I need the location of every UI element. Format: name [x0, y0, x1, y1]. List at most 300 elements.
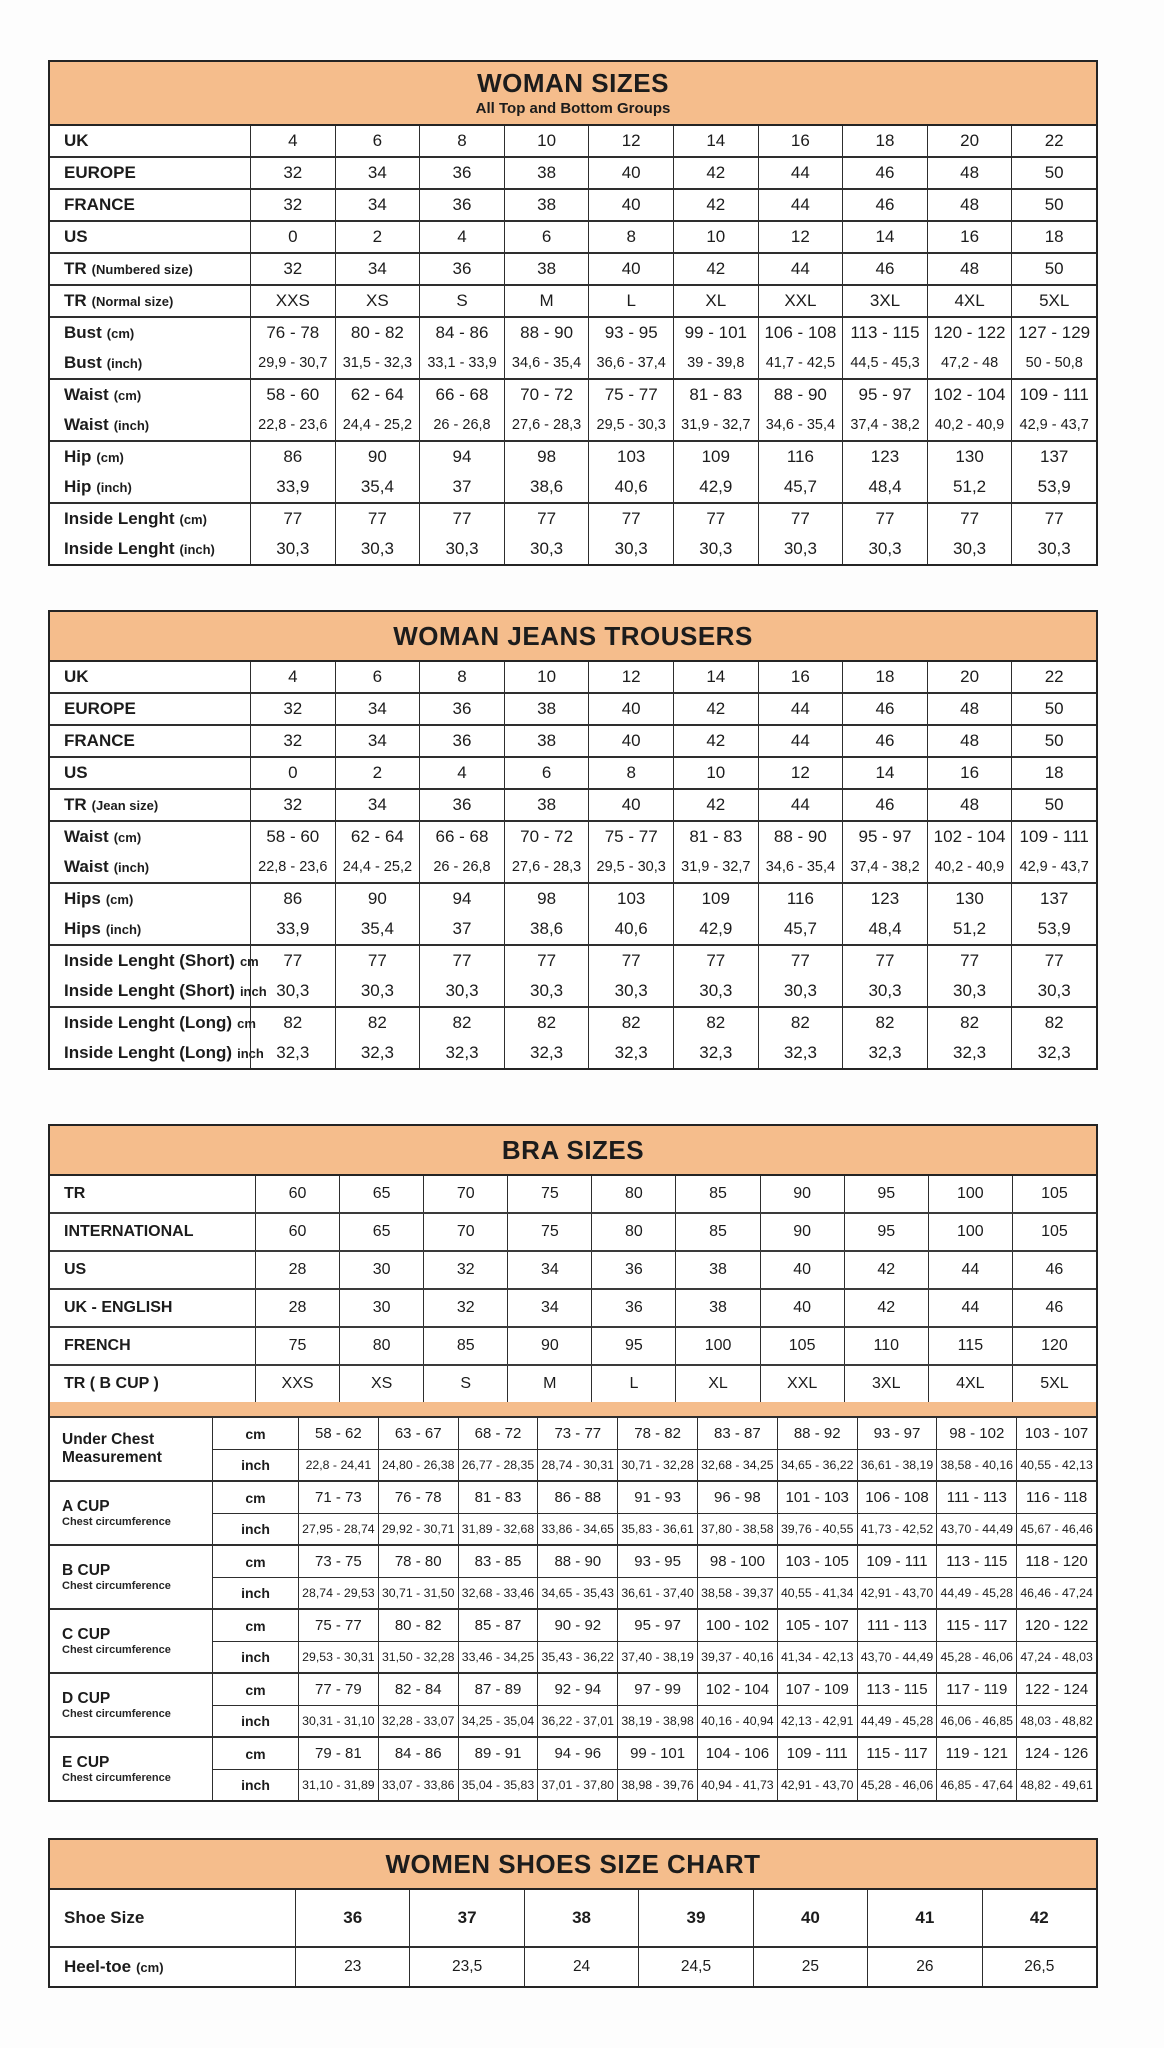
size-value-cell: 32: [250, 790, 335, 820]
size-value-cell: 109 - 111: [1011, 380, 1096, 410]
table-row: [50, 946, 1096, 976]
row-label-text: FRANCE: [64, 195, 135, 214]
row-label-text: TR: [64, 795, 87, 814]
size-value-cell: 105: [760, 1328, 844, 1364]
size-value-cell: 40,2 - 40,9: [927, 410, 1012, 440]
bra-inch-value-cell: 41,34 - 42,13: [777, 1641, 857, 1672]
size-value-cell: 40: [588, 254, 673, 284]
size-value-cell: 26 - 26,8: [419, 852, 504, 882]
size-value-cell: 29,5 - 30,3: [588, 410, 673, 440]
size-value-cell: 94: [419, 884, 504, 914]
size-value-cell: 39: [638, 1890, 752, 1946]
size-value-cell: 41,7 - 42,5: [758, 348, 843, 378]
size-value-cell: 90: [760, 1176, 844, 1212]
size-value-cell: 36: [419, 254, 504, 284]
size-value-cell: 82: [927, 1008, 1012, 1038]
table-row: [50, 662, 1096, 692]
size-value-cell: 36: [419, 790, 504, 820]
size-value-cell: 85: [675, 1176, 759, 1212]
size-value-cell: 93 - 95: [588, 318, 673, 348]
size-value-cell: 102 - 104: [927, 822, 1012, 852]
row-label: [50, 534, 250, 564]
size-value-cell: 109: [673, 442, 758, 472]
table-row: [50, 1890, 1096, 1946]
bra-inch-value-cell: 48,03 - 48,82: [1016, 1705, 1096, 1736]
size-value-cell: 77: [673, 504, 758, 534]
size-value-cell: 44: [928, 1290, 1012, 1326]
table-row: [50, 822, 1096, 852]
size-value-cell: 30,3: [250, 976, 335, 1006]
size-value-cell: XXS: [250, 286, 335, 316]
size-value-cell: 99 - 101: [673, 318, 758, 348]
size-value-cell: 38: [504, 254, 589, 284]
bra-inch-value-cell: 36,22 - 37,01: [537, 1705, 617, 1736]
bra-cm-value-cell: 97 - 99: [617, 1674, 697, 1705]
row-label: [50, 1890, 295, 1946]
table-row: [50, 380, 1096, 410]
row-label: [50, 254, 250, 284]
bra-inch-value-cell: 33,07 - 33,86: [378, 1769, 458, 1800]
size-value-cell: 32: [423, 1252, 507, 1288]
size-value-cell: 34,6 - 35,4: [758, 410, 843, 440]
size-value-cell: 8: [419, 662, 504, 692]
row-label: [50, 884, 250, 914]
size-value-cell: 37: [419, 914, 504, 944]
size-value-cell: 30,3: [250, 534, 335, 564]
row-label-note: (inch): [179, 541, 215, 557]
row-label: [50, 1008, 256, 1038]
size-value-cell: 45,7: [758, 914, 843, 944]
size-value-cell: 32,3: [419, 1038, 504, 1068]
size-value-cell: 77: [673, 946, 758, 976]
table-row: [50, 790, 1096, 820]
size-value-cell: 110: [844, 1328, 928, 1364]
row-label-text: Hips: [64, 919, 101, 938]
table-row: [50, 1948, 1096, 1986]
size-value-cell: 26: [867, 1948, 981, 1986]
woman-jeans-body: [50, 662, 1096, 1068]
bra-cm-value-cell: 63 - 67: [378, 1418, 458, 1449]
size-value-cell: 42,9: [673, 914, 758, 944]
row-label-text: Inside Lenght: [64, 539, 175, 558]
size-value-cell: 32: [250, 254, 335, 284]
size-value-cell: XXL: [758, 286, 843, 316]
row-label: [50, 662, 250, 692]
size-value-cell: 30,3: [673, 534, 758, 564]
unit-inch-cell: inch: [212, 1769, 298, 1800]
size-value-cell: 6: [335, 126, 420, 156]
size-value-cell: 30,3: [335, 534, 420, 564]
size-value-cell: XXS: [255, 1366, 339, 1402]
row-group: [50, 190, 1096, 222]
size-value-cell: 32,3: [335, 1038, 420, 1068]
bra-inch-value-cell: 33,46 - 34,25: [458, 1641, 538, 1672]
size-value-cell: 44: [758, 790, 843, 820]
row-label-text: Inside Lenght: [64, 509, 175, 528]
size-value-cell: 42: [844, 1290, 928, 1326]
bra-divider-band: [50, 1402, 1096, 1418]
size-value-cell: 106 - 108: [758, 318, 843, 348]
cup-sublabel: Chest circumference: [62, 1708, 171, 1721]
size-value-cell: 77: [335, 504, 420, 534]
size-value-cell: 6: [335, 662, 420, 692]
size-value-cell: 76 - 78: [250, 318, 335, 348]
size-value-cell: 47,2 - 48: [927, 348, 1012, 378]
row-label: [50, 914, 250, 944]
size-value-cell: 48,4: [842, 914, 927, 944]
size-value-cell: 36: [591, 1290, 675, 1326]
size-value-cell: 137: [1011, 884, 1096, 914]
size-value-cell: 50: [1011, 190, 1096, 220]
size-value-cell: 32: [250, 158, 335, 188]
size-value-cell: 77: [842, 504, 927, 534]
bra-inch-value-cell: 47,24 - 48,03: [1016, 1641, 1096, 1672]
size-value-cell: 44: [758, 190, 843, 220]
size-value-cell: 66 - 68: [419, 380, 504, 410]
bra-inch-value-cell: 35,83 - 36,61: [617, 1513, 697, 1544]
table-row: [50, 1176, 1096, 1212]
bra-inch-value-cell: 45,28 - 46,06: [936, 1641, 1016, 1672]
row-label-note: (inch): [113, 859, 150, 875]
bra-cm-value-cell: 76 - 78: [378, 1482, 458, 1513]
size-value-cell: 77: [335, 946, 420, 976]
size-value-cell: 30,3: [927, 534, 1012, 564]
size-value-cell: XXL: [760, 1366, 844, 1402]
size-value-cell: 36: [419, 190, 504, 220]
row-label-text: EUROPE: [64, 163, 136, 182]
cup-row-group: [50, 1482, 1096, 1546]
row-group: [50, 222, 1096, 254]
row-label-note: cm: [239, 953, 259, 969]
size-value-cell: 40: [588, 790, 673, 820]
bra-inch-value-cell: 43,70 - 44,49: [936, 1513, 1016, 1544]
bra-inch-value-cell: 31,89 - 32,68: [458, 1513, 538, 1544]
cup-name: B CUP: [62, 1561, 111, 1579]
size-value-cell: 109: [673, 884, 758, 914]
unit-cm-cell: cm: [212, 1738, 298, 1769]
size-value-cell: 82: [673, 1008, 758, 1038]
size-value-cell: 103: [588, 442, 673, 472]
size-value-cell: 38: [504, 190, 589, 220]
size-value-cell: 90: [760, 1214, 844, 1250]
size-value-cell: 95: [591, 1328, 675, 1364]
size-value-cell: 38: [504, 726, 589, 756]
size-value-cell: 4: [250, 662, 335, 692]
size-value-cell: 77: [588, 504, 673, 534]
size-value-cell: 34: [507, 1252, 591, 1288]
size-value-cell: 34,6 - 35,4: [504, 348, 589, 378]
size-value-cell: 77: [419, 946, 504, 976]
bra-inch-value-cell: 31,10 - 31,89: [298, 1769, 378, 1800]
bra-cm-value-cell: 106 - 108: [857, 1482, 937, 1513]
bra-cm-value-cell: 77 - 79: [298, 1674, 378, 1705]
size-value-cell: 45,7: [758, 472, 843, 502]
size-value-cell: 120 - 122: [927, 318, 1012, 348]
women-shoes-title-bar: [50, 1840, 1096, 1890]
size-value-cell: 32: [250, 726, 335, 756]
bra-inch-value-cell: 46,46 - 47,24: [1016, 1577, 1096, 1608]
size-value-cell: 48: [927, 694, 1012, 724]
cup-row-group: [50, 1674, 1096, 1738]
size-value-cell: 32,3: [588, 1038, 673, 1068]
size-value-cell: 37: [419, 472, 504, 502]
row-label: [50, 1038, 264, 1068]
size-value-cell: 3XL: [842, 286, 927, 316]
table-title: BRA SIZES: [501, 1134, 645, 1165]
size-value-cell: 31,9 - 32,7: [673, 410, 758, 440]
bra-cm-value-cell: 109 - 111: [857, 1546, 937, 1577]
bra-cm-value-cell: 111 - 113: [936, 1482, 1016, 1513]
bra-inch-value-cell: 45,28 - 46,06: [857, 1769, 937, 1800]
size-value-cell: 70: [423, 1176, 507, 1212]
size-value-cell: 34: [335, 190, 420, 220]
row-label: [50, 472, 250, 502]
bra-inch-value-cell: 37,40 - 38,19: [617, 1641, 697, 1672]
row-group: [50, 1948, 1096, 1986]
row-group: [50, 884, 1096, 946]
bra-cm-value-cell: 80 - 82: [378, 1610, 458, 1641]
bra-cm-value-cell: 85 - 87: [458, 1610, 538, 1641]
size-value-cell: 10: [673, 222, 758, 252]
row-label: [50, 976, 267, 1006]
size-value-cell: 4: [419, 758, 504, 788]
size-value-cell: 23,5: [409, 1948, 523, 1986]
size-value-cell: 5XL: [1012, 1366, 1096, 1402]
women-shoes-body: [50, 1890, 1096, 1986]
size-value-cell: 42,9 - 43,7: [1011, 410, 1096, 440]
row-label: [50, 1214, 255, 1250]
bra-inch-value-cell: 32,28 - 33,07: [378, 1705, 458, 1736]
cup-sublabel: Chest circumference: [62, 1644, 171, 1657]
size-value-cell: 130: [927, 442, 1012, 472]
size-value-cell: 82: [250, 1008, 335, 1038]
row-label-text: US: [64, 763, 88, 782]
bra-inch-value-cell: 31,50 - 32,28: [378, 1641, 458, 1672]
size-value-cell: 34: [335, 726, 420, 756]
size-value-cell: 137: [1011, 442, 1096, 472]
row-label: [50, 126, 250, 156]
row-group: [50, 790, 1096, 822]
size-value-cell: 62 - 64: [335, 380, 420, 410]
row-label-text: Inside Lenght (Long): [64, 1013, 233, 1032]
size-value-cell: 105: [1012, 1214, 1096, 1250]
bra-inch-value-cell: 29,53 - 30,31: [298, 1641, 378, 1672]
size-value-cell: 16: [927, 758, 1012, 788]
cup-label: [50, 1546, 212, 1608]
size-value-cell: 30,3: [419, 976, 504, 1006]
row-label-text: TR: [64, 259, 87, 278]
size-value-cell: 30,3: [504, 976, 589, 1006]
size-value-cell: 25: [753, 1948, 867, 1986]
bra-sizes-table: [48, 1124, 1098, 1802]
size-value-cell: 38: [675, 1290, 759, 1326]
size-value-cell: 0: [250, 222, 335, 252]
size-value-cell: 88 - 90: [504, 318, 589, 348]
row-label-note: cm: [237, 1015, 256, 1031]
row-group: [50, 1328, 1096, 1366]
table-row: [50, 442, 1096, 472]
row-label-text: US: [64, 227, 88, 246]
bra-cm-value-cell: 93 - 97: [857, 1418, 937, 1449]
bra-inch-value-cell: 33,86 - 34,65: [537, 1513, 617, 1544]
size-value-cell: 60: [255, 1214, 339, 1250]
size-value-cell: 40: [588, 158, 673, 188]
table-row: [50, 254, 1096, 284]
bra-inch-value-cell: 27,95 - 28,74: [298, 1513, 378, 1544]
size-value-cell: 42: [673, 726, 758, 756]
bra-inch-value-cell: 44,49 - 45,28: [936, 1577, 1016, 1608]
size-value-cell: 95 - 97: [842, 380, 927, 410]
row-label-text: Hip: [64, 477, 92, 496]
size-value-cell: 77: [588, 946, 673, 976]
row-label-text: UK: [64, 667, 89, 686]
bra-inch-value-cell: 40,94 - 41,73: [697, 1769, 777, 1800]
bra-cm-value-cell: 88 - 90: [537, 1546, 617, 1577]
size-value-cell: 24,4 - 25,2: [335, 852, 420, 882]
size-value-cell: 0: [250, 758, 335, 788]
row-label: [50, 442, 250, 472]
bra-cm-value-cell: 100 - 102: [697, 1610, 777, 1641]
bra-cm-value-cell: 103 - 107: [1016, 1418, 1096, 1449]
size-value-cell: 77: [927, 946, 1012, 976]
row-label-note: inch: [239, 983, 267, 999]
size-value-cell: 6: [504, 222, 589, 252]
table-row: [50, 852, 1096, 882]
bra-inch-value-cell: 48,82 - 49,61: [1016, 1769, 1096, 1800]
row-group: [50, 1290, 1096, 1328]
woman-sizes-title-bar: [50, 62, 1096, 126]
row-label-text: Shoe Size: [64, 1908, 145, 1927]
size-value-cell: 48: [927, 254, 1012, 284]
size-value-cell: 77: [504, 946, 589, 976]
bra-cm-value-cell: 88 - 92: [777, 1418, 857, 1449]
bra-inch-value-cell: 28,74 - 29,53: [298, 1577, 378, 1608]
size-value-cell: 38: [504, 158, 589, 188]
size-value-cell: 34: [335, 158, 420, 188]
bra-cm-value-cell: 120 - 122: [1016, 1610, 1096, 1641]
row-label-text: Waist: [64, 385, 109, 404]
size-value-cell: 40,6: [588, 914, 673, 944]
bra-cm-value-cell: 98 - 102: [936, 1418, 1016, 1449]
row-group: [50, 946, 1096, 1008]
bra-inch-value-cell: 34,65 - 36,22: [777, 1449, 857, 1480]
bra-inch-value-cell: 22,8 - 24,41: [298, 1449, 378, 1480]
size-value-cell: 77: [842, 946, 927, 976]
size-value-cell: 18: [1011, 758, 1096, 788]
size-value-cell: 22,8 - 23,6: [250, 410, 335, 440]
row-group: [50, 726, 1096, 758]
size-value-cell: 24,4 - 25,2: [335, 410, 420, 440]
bra-cm-value-cell: 109 - 111: [777, 1738, 857, 1769]
size-value-cell: 80 - 82: [335, 318, 420, 348]
row-label-text: Bust: [64, 323, 102, 342]
size-value-cell: 18: [842, 662, 927, 692]
row-label-text: TR: [64, 1185, 86, 1202]
size-value-cell: 12: [588, 126, 673, 156]
row-label-text: TR ( B CUP ): [64, 1375, 159, 1392]
bra-inch-value-cell: 44,49 - 45,28: [857, 1705, 937, 1736]
table-row: [50, 190, 1096, 220]
size-value-cell: 77: [419, 504, 504, 534]
size-value-cell: 32: [250, 190, 335, 220]
bra-cm-value-cell: 107 - 109: [777, 1674, 857, 1705]
row-label-note: (cm): [113, 387, 142, 403]
bra-sizes-title-bar: [50, 1126, 1096, 1176]
cup-row-group: [50, 1610, 1096, 1674]
row-group: [50, 694, 1096, 726]
size-value-cell: 86: [250, 884, 335, 914]
size-value-cell: 95 - 97: [842, 822, 927, 852]
unit-cm-cell: cm: [212, 1610, 298, 1641]
row-label-text: Heel-toe: [64, 1957, 132, 1976]
table-row: [50, 534, 1096, 564]
size-value-cell: 24,5: [638, 1948, 752, 1986]
size-value-cell: 77: [758, 946, 843, 976]
size-value-cell: 42: [673, 254, 758, 284]
size-value-cell: 36: [295, 1890, 409, 1946]
size-value-cell: XS: [335, 286, 420, 316]
row-label: [50, 726, 250, 756]
size-value-cell: 12: [758, 758, 843, 788]
size-value-cell: 77: [250, 946, 335, 976]
table-row: [50, 472, 1096, 502]
size-value-cell: 82: [504, 1008, 589, 1038]
size-value-cell: 31,9 - 32,7: [673, 852, 758, 882]
bra-inch-value-cell: 36,61 - 37,40: [617, 1577, 697, 1608]
bra-cm-value-cell: 79 - 81: [298, 1738, 378, 1769]
size-value-cell: 82: [335, 1008, 420, 1038]
bra-cm-value-cell: 98 - 100: [697, 1546, 777, 1577]
row-label: [50, 158, 250, 188]
bra-cm-value-cell: 124 - 126: [1016, 1738, 1096, 1769]
size-value-cell: S: [423, 1366, 507, 1402]
bra-cm-value-cell: 113 - 115: [857, 1674, 937, 1705]
cup-label: [50, 1418, 212, 1480]
cup-name: Under Chest Measurement: [62, 1431, 162, 1466]
size-value-cell: 40: [760, 1252, 844, 1288]
bra-cm-value-cell: 82 - 84: [378, 1674, 458, 1705]
bra-cm-value-cell: 101 - 103: [777, 1482, 857, 1513]
size-value-cell: 82: [758, 1008, 843, 1038]
size-value-cell: 109 - 111: [1011, 822, 1096, 852]
size-value-cell: 31,5 - 32,3: [335, 348, 420, 378]
size-value-cell: 8: [588, 758, 673, 788]
size-value-cell: 42: [673, 158, 758, 188]
size-value-cell: 77: [504, 504, 589, 534]
bra-cm-value-cell: 58 - 62: [298, 1418, 378, 1449]
row-label-note: (inch): [105, 921, 142, 937]
bra-cm-value-cell: 84 - 86: [378, 1738, 458, 1769]
size-value-cell: 75 - 77: [588, 380, 673, 410]
row-label-note: (cm): [106, 325, 135, 341]
table-row: [50, 694, 1096, 724]
size-value-cell: 80: [591, 1214, 675, 1250]
size-value-cell: 30: [339, 1252, 423, 1288]
size-value-cell: 30,3: [1011, 976, 1096, 1006]
size-value-cell: 130: [927, 884, 1012, 914]
size-value-cell: 82: [842, 1008, 927, 1038]
size-value-cell: 27,6 - 28,3: [504, 852, 589, 882]
size-value-cell: 29,9 - 30,7: [250, 348, 335, 378]
row-label: [50, 1290, 255, 1326]
row-group: [50, 126, 1096, 158]
bra-inch-value-cell: 42,13 - 42,91: [777, 1705, 857, 1736]
size-value-cell: 41: [867, 1890, 981, 1946]
bra-cm-value-cell: 118 - 120: [1016, 1546, 1096, 1577]
size-value-cell: 35,4: [335, 472, 420, 502]
size-value-cell: 46: [842, 694, 927, 724]
unit-cm-cell: cm: [212, 1418, 298, 1449]
